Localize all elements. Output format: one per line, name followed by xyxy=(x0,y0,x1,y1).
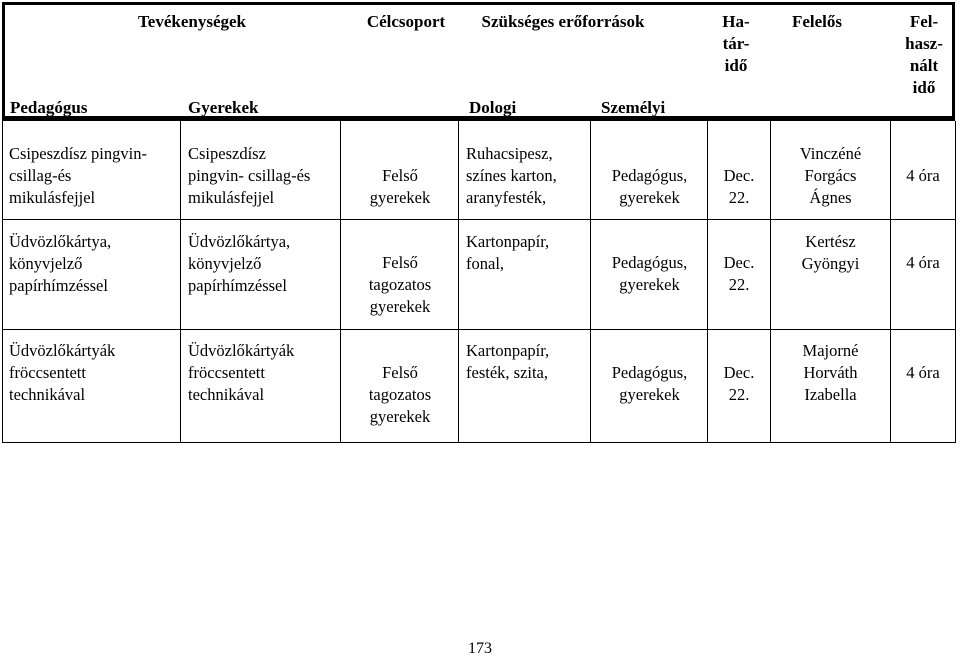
table-cell: Kartonpapír, fonal, xyxy=(466,232,550,273)
table-cell: Felső tagozatos gyerekek xyxy=(368,363,432,426)
table-cell: Üdvözlőkártyák fröccsentett technikával xyxy=(9,341,116,404)
header-hatarido: Ha- tár- idő xyxy=(722,12,750,75)
table-cell: Üdvözlőkártya, könyvjelző papírhímzéssel xyxy=(9,232,112,295)
header-gyerekek: Gyerekek xyxy=(188,98,259,117)
header-szemelyi: Személyi xyxy=(601,98,666,117)
table-cell: Üdvözlőkártya, könyvjelző papírhímzéssel xyxy=(188,232,291,295)
header-tevekenysegek: Tevékenységek xyxy=(138,12,246,31)
table-cell: Felső tagozatos gyerekek xyxy=(368,253,432,316)
table-cell: Majorné Horváth Izabella xyxy=(802,341,859,404)
table-cell: Csipeszdísz pingvin- csillag-és mikulásfejjel xyxy=(188,144,311,207)
table-cell: Pedagógus, gyerekek xyxy=(611,363,688,404)
grid-line xyxy=(2,329,956,330)
header-felelos: Felelős xyxy=(791,12,843,31)
header-pedagogus: Pedagógus xyxy=(10,98,88,117)
grid-line xyxy=(340,121,341,443)
grid-line xyxy=(2,121,3,443)
table-cell: Pedagógus, gyerekek xyxy=(611,166,688,207)
table-header xyxy=(2,2,955,121)
grid-line xyxy=(590,121,591,443)
table-cell: 4 óra xyxy=(906,253,940,272)
header-szukseges-eroforrasok: Szükséges erőforrások xyxy=(481,12,645,31)
header-felhasznalt-ido: Fel- hasz- nált idő xyxy=(905,12,943,97)
table-cell: 4 óra xyxy=(906,166,940,185)
table-cell: 4 óra xyxy=(906,363,940,382)
page-number: 173 xyxy=(468,640,492,657)
grid-line xyxy=(180,121,181,443)
table-cell: Dec. 22. xyxy=(723,253,755,294)
header-dologi: Dologi xyxy=(469,98,517,117)
table-cell: Dec. 22. xyxy=(723,166,755,207)
table-cell: Felső gyerekek xyxy=(369,166,431,207)
table-cell: Üdvözlőkártyák fröccsentett technikával xyxy=(188,341,295,404)
grid-line xyxy=(458,121,459,443)
table-cell: Kertész Gyöngyi xyxy=(801,232,860,273)
grid-line xyxy=(2,219,956,220)
grid-line xyxy=(955,121,956,443)
table-cell: Kartonpapír, festék, szita, xyxy=(466,341,550,382)
table-cell: Dec. 22. xyxy=(723,363,755,404)
table-cell: Pedagógus, gyerekek xyxy=(611,253,688,294)
table-cell: Csipeszdísz pingvin- csillag-és mikulásfejjel xyxy=(9,144,147,207)
table-cell: Ruhacsipesz, színes karton, aranyfesték, xyxy=(466,144,557,207)
table-cell: Vinczéné Forgács Ágnes xyxy=(799,144,862,207)
grid-line xyxy=(2,442,956,443)
header-celcsoport: Célcsoport xyxy=(366,12,446,31)
